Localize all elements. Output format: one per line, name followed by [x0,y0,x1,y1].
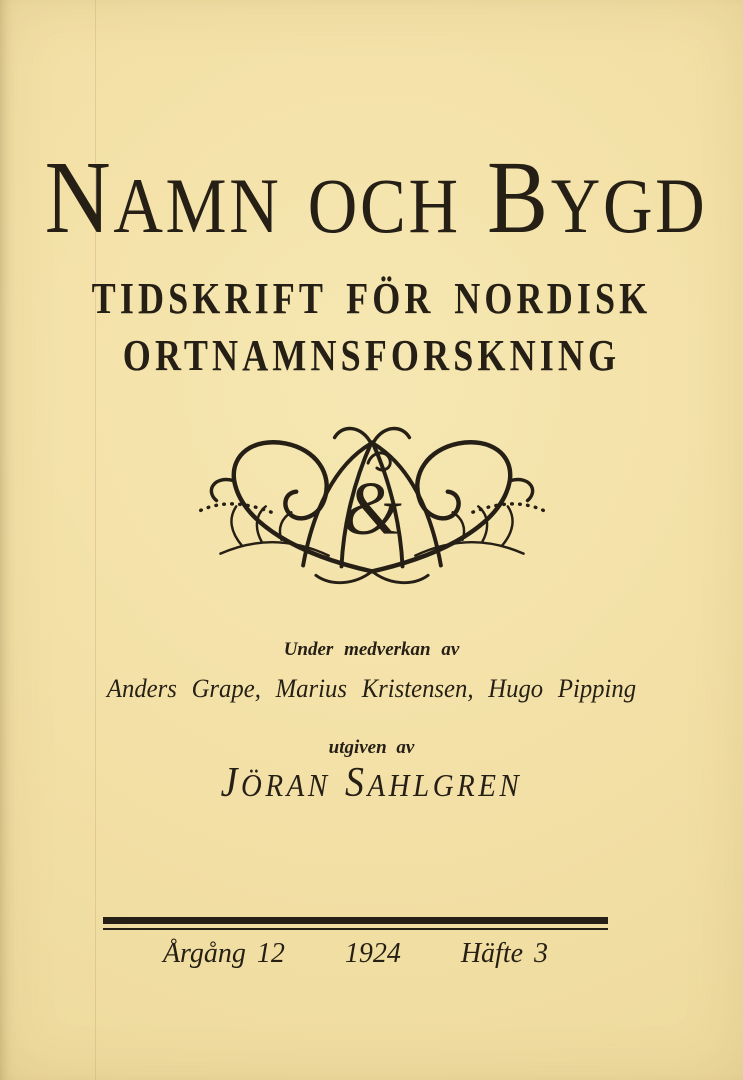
journal-subtitle [67,270,676,384]
journal-title [44,140,708,255]
rule-thick [103,917,608,924]
title-initial-b: B [487,140,551,255]
rule-thin [103,928,608,930]
imprint-volume: Årgång 12 [162,938,285,969]
publisher-rest-oran: ÖRAN [241,767,331,803]
imprint-line [103,938,608,970]
publisher-label: utgiven av [328,737,415,758]
subtitle-line-1: TIDSKRIFT FÖR NORDISK [91,274,652,323]
ampersand-glyph: & [341,465,402,551]
imprint-issue: Häfte 3 [460,938,549,969]
title-rest-ygd: YGD [550,162,708,249]
nb-monogram-ornament [185,408,559,595]
contributors-names: Anders Grape, Marius Kristensen, Hugo Pipping [106,674,637,703]
publisher-initial-j: J [220,760,242,806]
title-rest-amn: AMN [113,162,282,249]
publisher-rest-ahlgren: AHLGREN [367,767,523,803]
title-word-och: OCH [307,162,461,249]
publisher-name [37,762,706,804]
publisher-initial-s: S [345,760,368,806]
imprint-year: 1924 [344,938,401,969]
footer-double-rule [103,917,608,930]
contributors-label: Under medverkan av [283,639,460,660]
subtitle-line-2: ORTNAMNSFORSKNING [122,331,621,380]
title-initial-n: N [44,140,114,255]
